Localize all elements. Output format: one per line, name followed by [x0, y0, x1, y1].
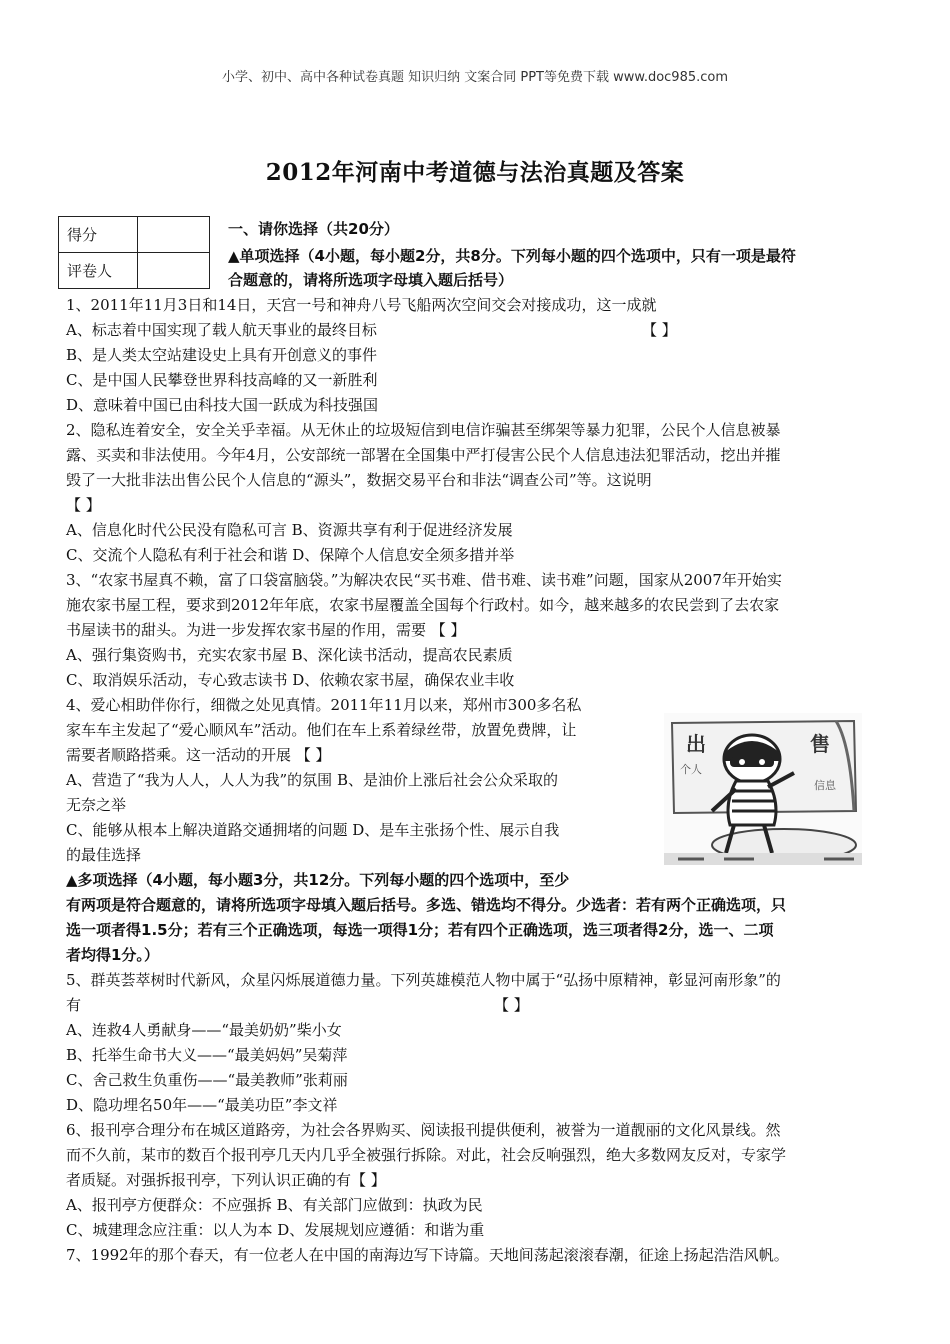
score-label: 得分 [59, 217, 138, 253]
question-3-options-cd: C、取消娱乐活动，专心致志读书 D、依赖农家书屋，确保农业丰收 [66, 671, 515, 689]
question-6-stem-cont: 者质疑。对强拆报刊亭，下列认识正确的有【 】 [66, 1171, 386, 1189]
multi-choice-instructions: ▲多项选择（4小题，每小题3分，共12分。下列每小题的四个选项中，至少 [66, 871, 570, 889]
multi-choice-instructions-cont: 有两项是符合题意的，请将所选项字母填入题后括号。多选、错选均不得分。少选者：若有两个正确选项，只 [66, 896, 787, 914]
question-4-stem-cont: 需要者顺路搭乘。这一活动的开展 【 】 [66, 746, 331, 764]
multi-choice-instructions-cont: 选一项者得1.5分；若有三个正确选项，每选一项得1分；若有四个正确选项，选三项者得2分，选一、二项 [66, 921, 774, 939]
question-7-stem: 7、1992年的那个春天，有一位老人在中国的南海边写下诗篇。天地间荡起滚滚春潮，征途上扬起浩浩风帆。 [66, 1246, 789, 1264]
question-3-stem-cont: 书屋读书的甜头。为进一步发挥农家书屋的作用，需要 【 】 [66, 621, 466, 639]
answer-bracket: 【 】 [494, 996, 529, 1014]
grader-label: 评卷人 [59, 253, 138, 289]
question-1-stem: 1、2011年11月3日和14日，天宫一号和神舟八号飞船两次空间交会对接成功，这一成就 [66, 296, 657, 314]
multi-choice-instructions-cont: 者均得1分。） [66, 946, 159, 964]
page-title: 2012年河南中考道德与法治真题及答案 [265, 159, 685, 186]
question-3-stem: 3、“农家书屋真不赖，富了口袋富脑袋。”为解决农民“买书难、借书难、读书难”问题，国家从2007年开始实 [66, 571, 782, 589]
question-4-option-d-cont: 的最佳选择 [66, 846, 142, 864]
question-2-stem: 2、隐私连着安全，安全关乎幸福。从无休止的垃圾短信到电信诈骗甚至绑架等暴力犯罪，公民个人信息被暴 [66, 421, 781, 439]
single-choice-instructions: ▲单项选择（4小题，每小题2分，共8分。下列每小题的四个选项中，只有一项是最符 [228, 247, 796, 265]
sign-char-left: 出 [686, 732, 706, 756]
grader-value [138, 253, 210, 289]
question-2-options-cd: C、交流个人隐私有利于社会和谐 D、保障个人信息安全须多措并举 [66, 546, 515, 564]
question-4-option-b-cont: 无奈之举 [66, 796, 127, 814]
section-heading: 一、请你选择（共20分） [228, 220, 399, 238]
question-1-option-c: C、是中国人民攀登世界科技高峰的又一新胜利 [66, 371, 378, 389]
question-6-options-cd: C、城建理念应注重：以人为本 D、发展规划应遵循：和谐为重 [66, 1221, 485, 1239]
page-header: 小学、初中、高中各种试卷真题 知识归纳 文案合同 PPT等免费下载 www.doc985.com [221, 70, 729, 85]
score-table [58, 216, 210, 289]
answer-bracket: 【 】 [642, 321, 677, 339]
sign-char-right: 售 [810, 732, 830, 756]
question-2-stem-cont: 露、买卖和非法使用。今年4月，公安部统一部署在全国集中严打侵害公民个人信息违法犯罪活动，挖出并摧 [66, 446, 781, 464]
question-5-stem: 5、群英荟萃树时代新风，众星闪烁展道德力量。下列英雄模范人物中属于“弘扬中原精神，彰显河南形象”的 [66, 971, 781, 989]
sign-sub-right: 信息 [814, 779, 836, 792]
score-value [138, 217, 210, 253]
question-1-option-d: D、意味着中国已由科技大国一跃成为科技强国 [66, 396, 379, 414]
question-4-stem-cont: 家车车主发起了“爱心顺风车”活动。他们在车上系着绿丝带，放置免费牌，让 [66, 721, 577, 739]
question-6-stem: 6、报刊亭合理分布在城区道路旁，为社会各界购买、阅读报刊提供便利，被誉为一道靓丽的文化风景线。然 [66, 1121, 781, 1139]
thief-cartoon-icon [664, 713, 862, 865]
question-4-option-ab: A、营造了“我为人人，人人为我”的氛围 B、是油价上涨后社会公众采取的 [66, 771, 558, 789]
cartoon-illustration [664, 713, 862, 865]
question-5-option-d: D、隐功埋名50年——“最美功臣”李文祥 [66, 1096, 338, 1114]
question-6-options-ab: A、报刊亭方便群众：不应强拆 B、有关部门应做到：执政为民 [66, 1196, 483, 1214]
question-3-stem-cont: 施农家书屋工程，要求到2012年年底，农家书屋覆盖全国每个行政村。如今，越来越多的农民尝到了去农家 [66, 596, 780, 614]
question-1-option-b: B、是人类太空站建设史上具有开创意义的事件 [66, 346, 378, 364]
sign-sub-left: 个人 [680, 763, 702, 776]
single-choice-instructions-cont: 合题意的，请将所选项字母填入题后括号） [228, 271, 514, 289]
question-1-option-a: A、标志着中国实现了载人航天事业的最终目标 [66, 321, 377, 339]
question-4-stem: 4、爱心相助伴你行，细微之处见真情。2011年11月以来，郑州市300多名私 [66, 696, 582, 714]
answer-bracket: 【 】 [66, 496, 101, 514]
question-3-options-ab: A、强行集资购书，充实农家书屋 B、深化读书活动，提高农民素质 [66, 646, 513, 664]
question-2-options-ab: A、信息化时代公民没有隐私可言 B、资源共享有利于促进经济发展 [66, 521, 513, 539]
question-5-option-b: B、托举生命书大义——“最美妈妈”吴菊萍 [66, 1046, 348, 1064]
question-2-stem-cont: 毁了一大批非法出售公民个人信息的“源头”，数据交易平台和非法“调查公司”等。这说明 [66, 471, 652, 489]
question-5-option-a: A、连救4人勇献身——“最美奶奶”柴小女 [66, 1021, 342, 1039]
question-6-stem-cont: 而不久前，某市的数百个报刊亭几天内几乎全被强行拆除。对此，社会反响强烈，绝大多数网友反对，专家学 [66, 1146, 787, 1164]
question-5-stem-cont: 有 [66, 996, 82, 1014]
question-5-option-c: C、舍己救生负重伤——“最美教师”张莉丽 [66, 1071, 348, 1089]
question-4-option-cd: C、能够从根本上解决道路交通拥堵的问题 D、是车主张扬个性、展示自我 [66, 821, 560, 839]
